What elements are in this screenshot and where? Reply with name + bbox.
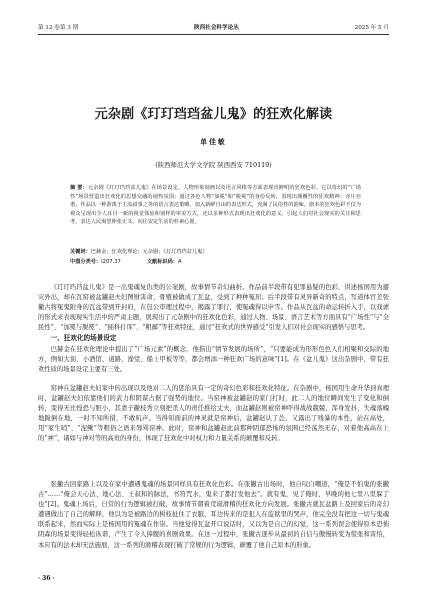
paragraph-text: 《玎玎珰珰盆儿鬼》是一出鬼魂复仇类的公案剧，故事情节奇幻曲折。作品前半段带有犯罪悬疑的色彩，讲述杨国用为避灾外出，却在瓦窑被盆罐赵夫妇图财害命、骨殖被做成了瓦盆，受到了种种冤屈；后半段带有灵异新奇的特点，写道体官差张撇古将冤鬼附身的瓦盆带到开封府，在包公审理过程中，揭露了罪行，使冤魂得以申雪。作品从瓦盆的命运转折入手，以戏谑的形式来表现现实生活中的严肃主题，展现出了元杂剧中的狂欢化色彩，通过人物、场景、语言艺术等方面具有“广场性”与“全民性”、“加冕与脱冕”、“插科打诨”、“粗鄙”等狂欢特征，通过“狂欢式的世界感受”引发人们对社会现实的感悟与思考。 (38, 284, 389, 332)
journal-issue: 第 12 卷第 3 期 (38, 25, 79, 32)
running-header (38, 20, 389, 32)
abstract (70, 184, 361, 227)
paragraph-text: 巴赫金在狂欢化理论中提出了“广场元素”的概念，他指出“情节发展的场所”，“只要能成为形形色色人们相聚和交际的地方，例如大街、小酒馆、道路、澡堂、船上甲板等等，都会增添一种狂欢广场的意味”[1]。在《盆儿鬼》这出杂剧中，带有狂欢性质的场景设定主要有三处。 (38, 346, 389, 374)
article-title: 元杂剧《玎玎珰珰盆儿鬼》的狂欢化解读 (94, 107, 333, 122)
page-number: · 36 · (38, 575, 55, 582)
keywords (70, 248, 361, 257)
body-paragraph-1 (38, 283, 389, 333)
publication-date: 2025 年 5 月 (354, 25, 389, 32)
doc-code-label: 文献标识码： (146, 259, 178, 265)
keywords-text: 巴赫金；狂欢化理论；元杂剧；《玎玎珰珰盆儿鬼》 (90, 249, 208, 255)
author-affiliation: (陕西师范大学文学院 陕西西安 710119) (155, 161, 272, 169)
body-paragraph-3 (38, 384, 389, 445)
clc-label: 中图分类号： (70, 259, 102, 265)
section-heading-1: 一、狂欢化的场景设定 (50, 334, 117, 342)
paragraph-text: 窑神在盆罐赵夫妇家中的出现以及他对二人的惩治具有一定的奇幻色彩和狂欢化特征。在杂剧中，杨国用生命升华到真理时，盆罐赵夫妇依靠他们的武力和阴谋占据了强势的地位。当窑神被盆罐赵的家门打时，此二人的地位瞬间发生了变化和倒转，变得无比惶恐与胆小，其妻子撇枝秀立刻把杀人的责任推给丈夫，而盆罐赵则被窑神吓得战战兢兢、浑身发抖，失魂落魄地跪倒在地，一时不知所措，不敢吭声。当得知面前的神灵就是窑神后，盆罐赵认了怂，又露出了残暴的本性，站在高处，用“家生哨”、“泥鳅”等粗俗之语来辱骂窑神。此时，窑神和盆罐赵此前那种阴郁恐怖的氛围已经荡然无存，对着他高高在上的“神”，诸如与神对等的高贵的身份，体现了狂欢化中对权力和力量关系的颠覆和反转。 (38, 385, 389, 443)
body-paragraph-2 (38, 345, 389, 375)
body-paragraph-4 (38, 480, 389, 551)
clc-value: I207.37 (101, 259, 121, 265)
journal-name: 陕西社会科学论丛 (194, 25, 239, 32)
abstract-label: 摘 要： (70, 185, 88, 191)
header-rule (38, 34, 389, 35)
paragraph-text: 张撇古回家路上以及在家中遭遇鬼魂的场景同样具有狂欢化色彩。在张撇古出场时，他自叹自嘲道，“俺是不怕鬼的张撇古”……“俺会天心法、地心法、王叔和的脉法，书符咒水，鬼来了都打发他去”。就有鬼，见了俺时，早晚的他七里八里躲了也”[2]。鬼魂上场后，日常的行为逻辑被打破，故事情节朝着荒诞滑稽的狂欢化方向发展。张撇古就瓦盆路上及回家后的奇幻遭遇做出了自己的解释，他以为是被路边的树枝扯住了衣服，耳边传来的是犯人在监狱里的哭声，他完全没有把这一切与鬼魂联系起来，然而实际上是杨国用的冤魂在作祟。当他觉得瓦盆开口说话时，又以为是自己的幻觉，这一系列误会使得原本恐怖阴森的场景变得轻松诙谐，产生了令人捧腹的喜剧效果。在这一过程中，张撇古逐步从最初的自信与傲慢转变为慌张和害怕，本应有的法术却无法施展，这一系列的滑稽表现打破了常规的行为逻辑，颠覆了他自己原本的形象。 (38, 481, 389, 549)
doc-code-value: A (177, 259, 182, 265)
classification-line (70, 258, 361, 267)
article-author: 单佳敏 (200, 138, 227, 146)
abstract-text: 元杂剧《玎玎珰珰盆儿鬼》在场景设定、人物形象刻画以及语言风格等方面表现出鲜明的狂欢色彩。它以奇幻的“广场性”场景营造出狂欢化的思想交融的闹热氛围；通过各色人物“加冕”和“脱冕”的身份反转，表现出颠覆性的狂欢精神；亦庄亦谐、作品以一种游离于主流叙事之外的语言表达策略，加入新鲜自由的表达形式，充满了民俗性的韵味。剧本的狂欢色彩不仅为观众呈现出令人耳目一新的视觉体验和别样的审美方式，还以多种形式表现出狂欢化的意义，引起人们对社会现实的关注和思考，表达人民渴望伸张正义、向往安定生活的朴素心愿。 (70, 185, 361, 226)
keywords-label: 关键词： (70, 249, 91, 255)
